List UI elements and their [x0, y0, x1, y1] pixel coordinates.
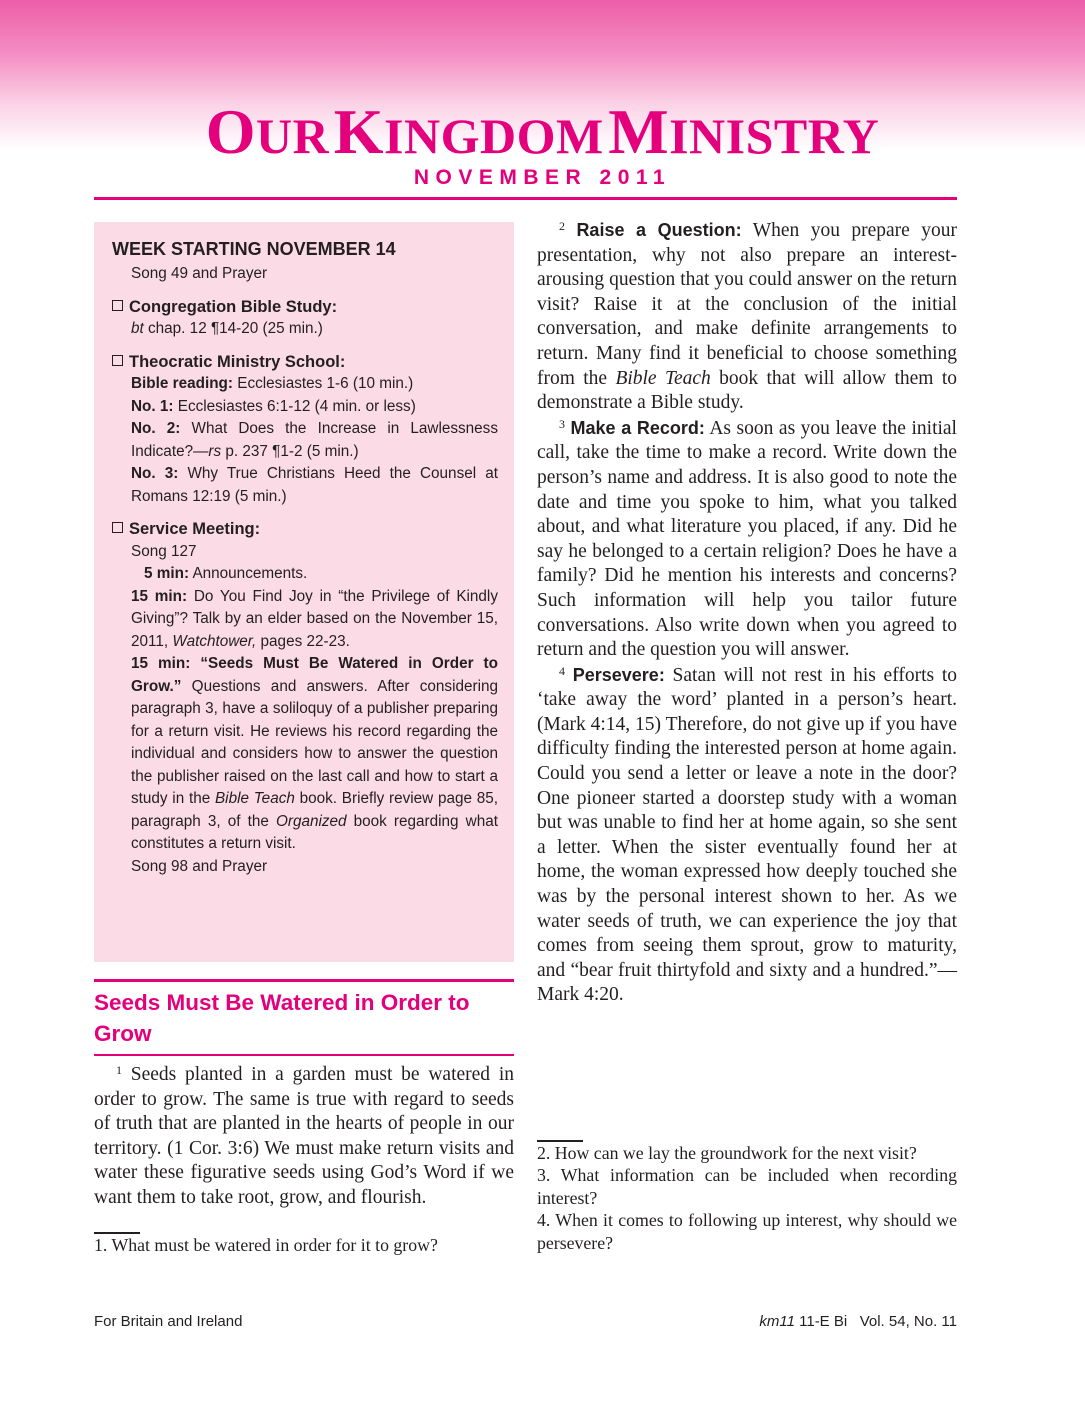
- footer-edition: For Britain and Ireland: [94, 1313, 243, 1330]
- masthead-title: OUR KINGDOM MINISTRY: [205, 96, 880, 167]
- article-column-right: [537, 218, 957, 1008]
- sm-part-3: 15 min: “Seeds Must Be Watered in Order to Grow.” Questions and answers. After considering paragraph 3, have a soliloquy of a publisher preparing for a return visit. He reviews his record regarding the individual and considers how to answer the question the publisher raised on the last call and how to start a study in the Bible Teach book. Briefly review page 85, paragraph 3, of the Organized book regarding what constitutes a return visit.: [131, 655, 499, 852]
- sm-song: Song 127: [131, 542, 197, 560]
- article-rule-top: [94, 979, 514, 982]
- questions-right: [537, 1140, 957, 1254]
- question-3: 3. What information can be included when recording interest?: [537, 1165, 957, 1208]
- questions-left: [94, 1232, 514, 1256]
- article-title: Seeds Must Be Watered in Order to Grow: [94, 990, 470, 1046]
- paragraph-2: $^2$ Raise a Question: When you prepare your presentation, why not also prepare an interest-arousing question that you could answer on the return visit? Raise it at the conclusion of the initial conversation, and make definite arrangements to return. Many find it beneficial to choose something from the Bible Teach book that will allow them to demonstrate a Bible study.: [537, 219, 958, 414]
- sm-heading: Service Meeting:: [112, 518, 498, 541]
- paragraph-1: $^1$ Seeds planted in a garden must be watered in order to grow. The same is true with regard to seeds of truth that are planted in the hearts of people in our territory. (1 Cor. 3:6) We must make return visits and water these figurative seeds using God’s Word if we want them to take root, grow, and flourish.: [94, 1063, 514, 1208]
- tms-no1: No. 1: Ecclesiastes 6:1-12 (4 min. or less): [131, 397, 416, 415]
- week-heading: WEEK STARTING NOVEMBER 14: [112, 239, 396, 259]
- tms-no2: No. 2: What Does the Increase in Lawlessness Indicate?—rs p. 237 ¶1-2 (5 min.): [131, 420, 498, 460]
- question-2: 2. How can we lay the groundwork for the next visit?: [537, 1142, 917, 1163]
- checkbox-icon: [112, 355, 123, 366]
- tms-no3: No. 3: Why True Christians Heed the Counsel at Romans 12:19 (5 min.): [131, 465, 498, 505]
- checkbox-icon: [112, 300, 123, 311]
- cbs-reference: bt chap. 12 ¶14-20 (25 min.): [131, 320, 323, 337]
- issue-month: NOVEMBER 2011: [413, 166, 672, 189]
- question-4: 4. When it comes to following up interest, why should we persevere?: [537, 1210, 957, 1253]
- sm-part-2: 15 min: Do You Find Joy in “the Privilege of Kindly Giving”? Talk by an elder based on the November 15, 2011, Watchtower, pages 22-23.: [131, 587, 498, 650]
- paragraph-4: $^4$ Persevere: Satan will not rest in his efforts to ‘take away the word’ planted in a person’s heart. (Mark 4:14, 15) Therefore, do not give up if you have difficulty finding the interested person at home again. Could you send a letter or leave a note in the door? One pioneer started a doorstep study with a woman but was unable to find her at home again, so she sent a letter. When the sister eventually found her at home, the woman expressed how deeply touched she was by the personal interest shown to her. As we water seeds of truth, we can experience the joy that comes from seeing them sprout, grow to maturity, and “bear fruit thirtyfold and sixty and a hundred.”—Mark 4:20.: [537, 663, 957, 1006]
- tms-bible-reading: Bible reading: Ecclesiastes 1-6 (10 min.): [131, 375, 414, 392]
- tms-heading: Theocratic Ministry School:: [112, 351, 498, 374]
- masthead-rule: [94, 197, 957, 200]
- footer-issue-code: km11 11-E Bi Vol. 54, No. 11: [759, 1313, 957, 1330]
- article-rule-bottom: [94, 1054, 514, 1056]
- meeting-schedule-box: [94, 222, 514, 962]
- opening-song: Song 49 and Prayer: [131, 265, 268, 282]
- closing-song: Song 98 and Prayer: [131, 857, 268, 875]
- paragraph-3: $^3$ Make a Record: As soon as you leave the initial call, take the time to make a record. Write down the person’s name and address. It is also good to note the date and time you spoke to him, what you talked about, and what literature you placed, if any. Did he say he belonged to a certain religion? Does he have a family? Did he mention his interests and concerns? Such information will help you tailor future conversations. Also write down when you agreed to return and the question you will answer.: [537, 416, 957, 661]
- question-1: 1. What must be watered in order for it to grow?: [94, 1234, 438, 1255]
- sm-part-1: 5 min: Announcements.: [144, 565, 308, 582]
- checkbox-icon: [112, 522, 123, 533]
- cbs-heading: Congregation Bible Study:: [112, 296, 498, 319]
- article-column-left: [94, 1063, 514, 1211]
